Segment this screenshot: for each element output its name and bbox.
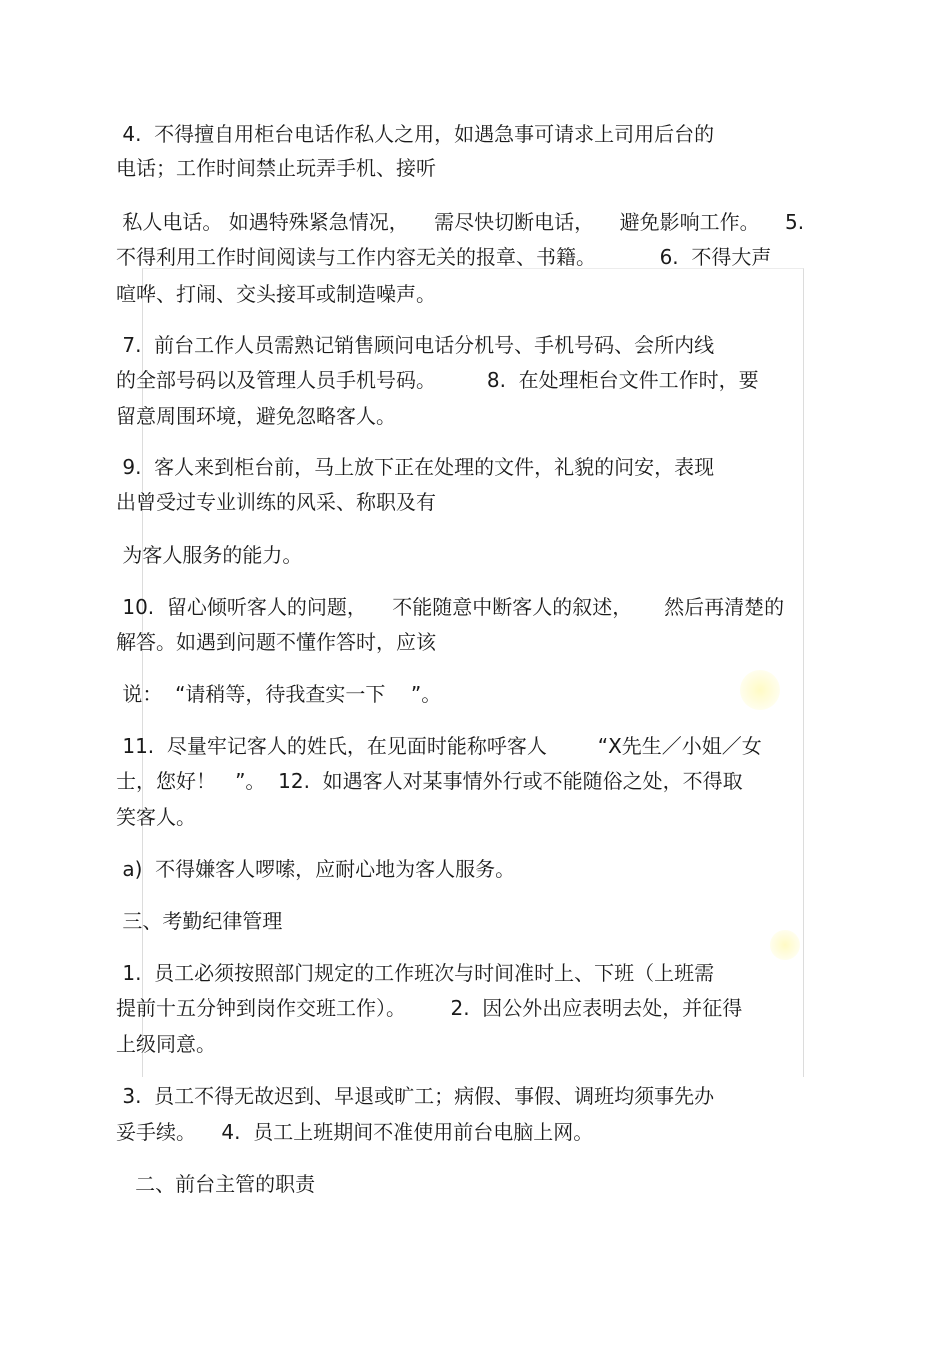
- section-heading: 三、考勤纪律管理: [116, 909, 283, 933]
- text-line: 说： “请稍等，待我查实一下 ”。: [116, 682, 442, 706]
- text-line: 士，您好！ ”。 12. 如遇客人对某事情外行或不能随俗之处，不得取: [116, 769, 743, 793]
- background-glow-spot: [770, 930, 800, 960]
- text-line: 出曾受过专业训练的风采、称职及有: [116, 490, 436, 514]
- text-line: 9. 客人来到柜台前，马上放下正在处理的文件，礼貌的问安，表现: [116, 455, 715, 479]
- text-line: 为客人服务的能力。: [116, 543, 303, 567]
- text-line: 的全部号码以及管理人员手机号码。 8. 在处理柜台文件工作时，要: [116, 368, 759, 392]
- text-line: 提前十五分钟到岗作交班工作）。 2. 因公外出应表明去处，并征得: [116, 996, 743, 1020]
- text-line: 解答。如遇到问题不懂作答时，应该: [116, 630, 436, 654]
- text-line: 3. 员工不得无故迟到、早退或旷工；病假、事假、调班均须事先办: [116, 1084, 715, 1108]
- text-line: 私人电话。 如遇特殊紧急情况， 需尽快切断电话， 避免影响工作。 5.: [116, 210, 805, 234]
- text-line: 10. 留心倾听客人的问题， 不能随意中断客人的叙述， 然后再清楚的: [116, 595, 785, 619]
- text-line: 喧哗、打闹、交头接耳或制造噪声。: [116, 282, 436, 306]
- text-line: 妥手续。 4. 员工上班期间不准使用前台电脑上网。: [116, 1120, 594, 1144]
- text-line: 7. 前台工作人员需熟记销售顾问电话分机号、手机号码、会所内线: [116, 333, 715, 357]
- text-line: 1. 员工必须按照部门规定的工作班次与时间准时上、下班（上班需: [116, 961, 715, 985]
- section-heading: 二、前台主管的职责: [116, 1172, 316, 1196]
- text-line: 电话；工作时间禁止玩弄手机、接听: [116, 156, 436, 180]
- text-line: 留意周围环境，避免忽略客人。: [116, 404, 396, 428]
- text-line: a) 不得嫌客人啰嗦，应耐心地为客人服务。: [116, 857, 516, 881]
- text-line: 4. 不得擅自用柜台电话作私人之用，如遇急事可请求上司用后台的: [116, 122, 715, 146]
- text-line: 不得利用工作时间阅读与工作内容无关的报章、书籍。 6. 不得大声: [116, 245, 772, 269]
- background-glow-spot: [740, 670, 780, 710]
- text-line: 笑客人。: [116, 805, 196, 829]
- text-line: 上级同意。: [116, 1032, 216, 1056]
- text-line: 11. 尽量牢记客人的姓氏，在见面时能称呼客人 “X先生／小姐／女: [116, 734, 762, 758]
